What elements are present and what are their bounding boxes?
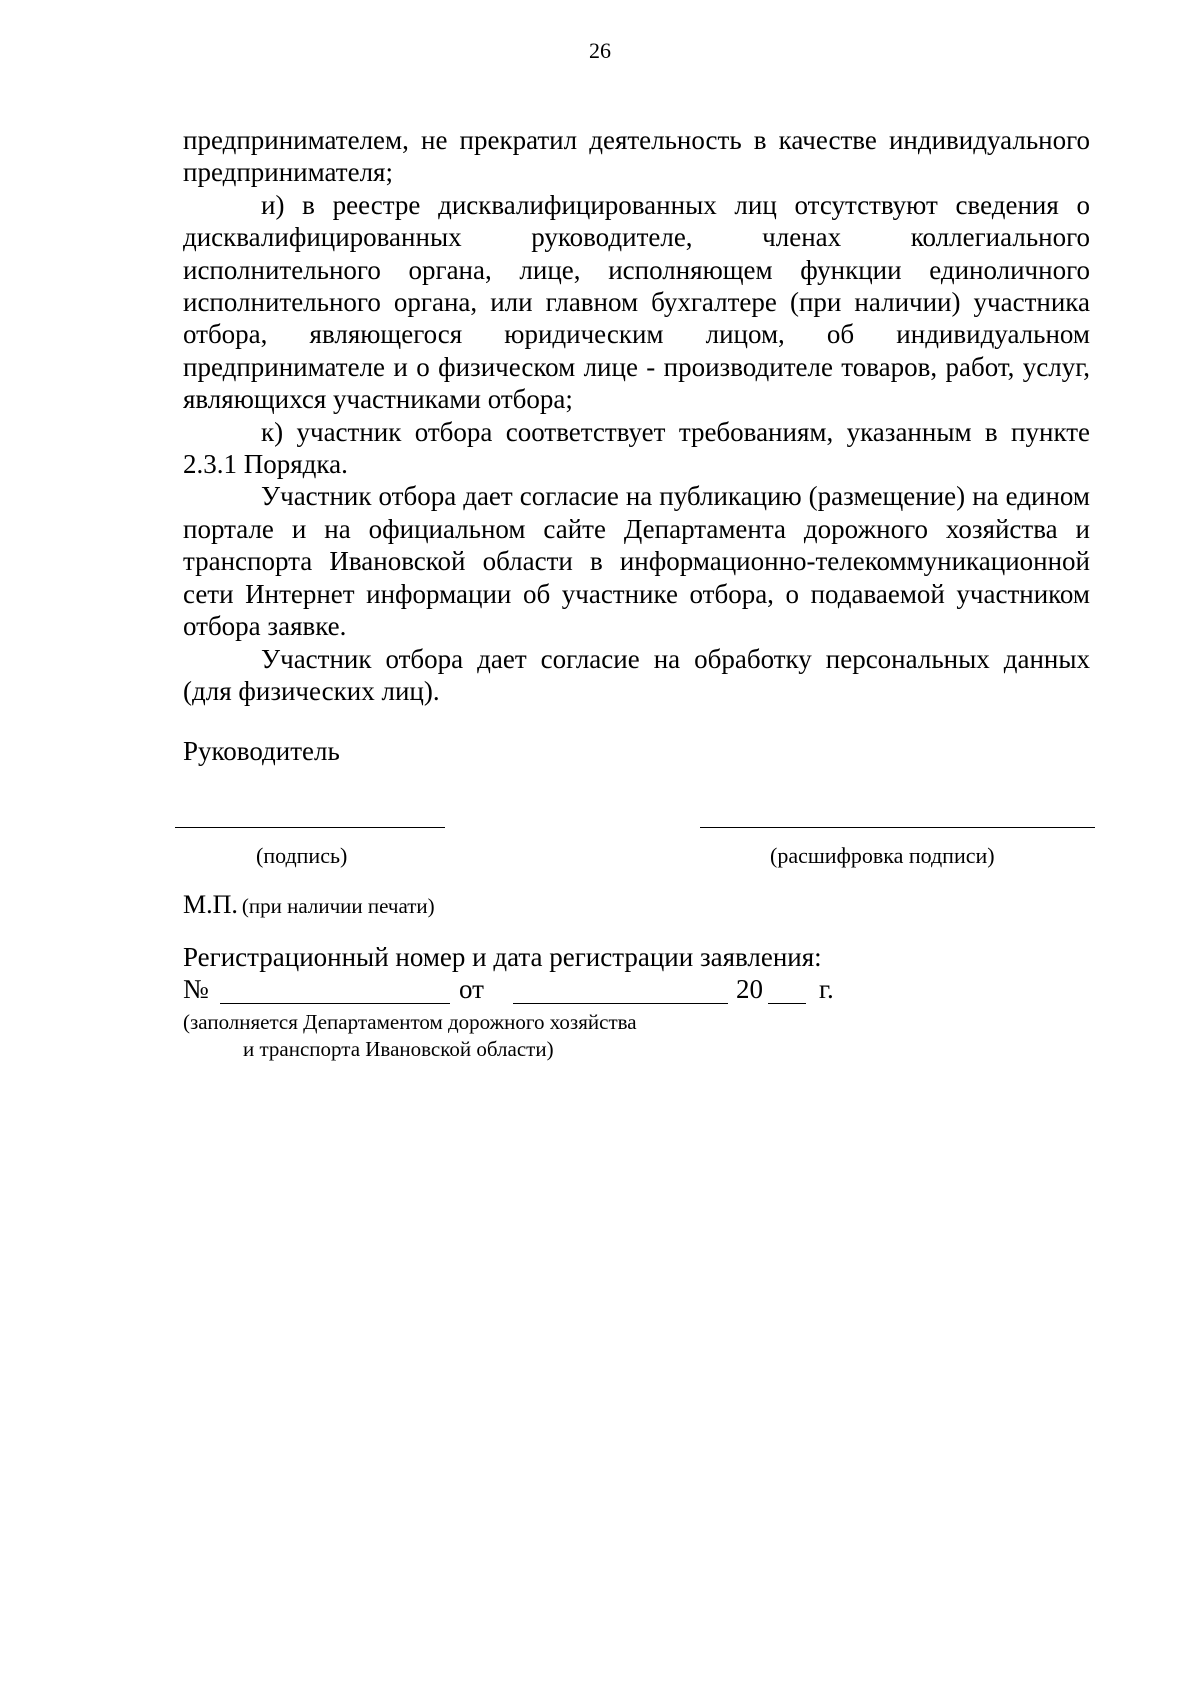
body-text <box>183 124 1090 707</box>
registration-row <box>183 974 883 1008</box>
paragraph-publication-consent: Участник отбора дает согласие на публикацию (размещение) на едином портале и на официальном сайте Департамента дорожного хозяйства и транспорта Ивановской области в информационно-телекоммуникационной сети Интернет информации об участнике отбора, о подаваемой участником отбора заявке. <box>183 481 1090 642</box>
registration-heading: Регистрационный номер и дата регистрации заявления: <box>183 942 822 972</box>
signature-caption: (подпись) <box>256 843 348 868</box>
paragraph-item-k: к) участник отбора соответствует требованиям, указанным в пункте 2.3.1 Порядка. <box>183 416 1090 480</box>
registration-year-blank[interactable] <box>768 1003 806 1004</box>
registration-note-line-2: и транспорта Ивановской области) <box>243 1037 554 1061</box>
number-sign: № <box>183 974 209 1004</box>
year-prefix: 20 <box>736 974 763 1004</box>
signature-decoding-line <box>700 827 1095 828</box>
paragraph-continuation: предпринимателем, не прекратил деятельность в качестве индивидуального предпринимателя; <box>183 125 1090 188</box>
registration-number-blank[interactable] <box>220 1003 450 1004</box>
page-number: 26 <box>589 38 611 63</box>
stamp-label: М.П. <box>183 890 238 919</box>
stamp-note: (при наличии печати) <box>241 894 435 918</box>
year-suffix: г. <box>819 974 834 1004</box>
signature-line <box>175 827 445 828</box>
registration-date-blank[interactable] <box>513 1003 728 1004</box>
paragraph-item-i: и) в реестре дисквалифицированных лиц отсутствуют сведения о дисквалифицированных руководителе, членах коллегиального исполнительного органа, лице, исполняющем функции единоличного исполнительного органа, или главном бухгалтере (при наличии) участника отбора, являющегося юридическим лицом, об индивидуальном предпринимателе и о физическом лице - производителе товаров, работ, услуг, являющихся участниками отбора; <box>183 189 1090 415</box>
paragraph-personal-data-consent: Участник отбора дает согласие на обработку персональных данных (для физических лиц). <box>183 643 1090 706</box>
registration-note-line-1: (заполняется Департаментом дорожного хозяйства <box>183 1010 637 1034</box>
from-word: от <box>459 974 484 1004</box>
signatory-role: Руководитель <box>183 736 340 766</box>
stamp-row <box>183 890 435 920</box>
signature-decoding-caption: (расшифровка подписи) <box>770 843 995 868</box>
